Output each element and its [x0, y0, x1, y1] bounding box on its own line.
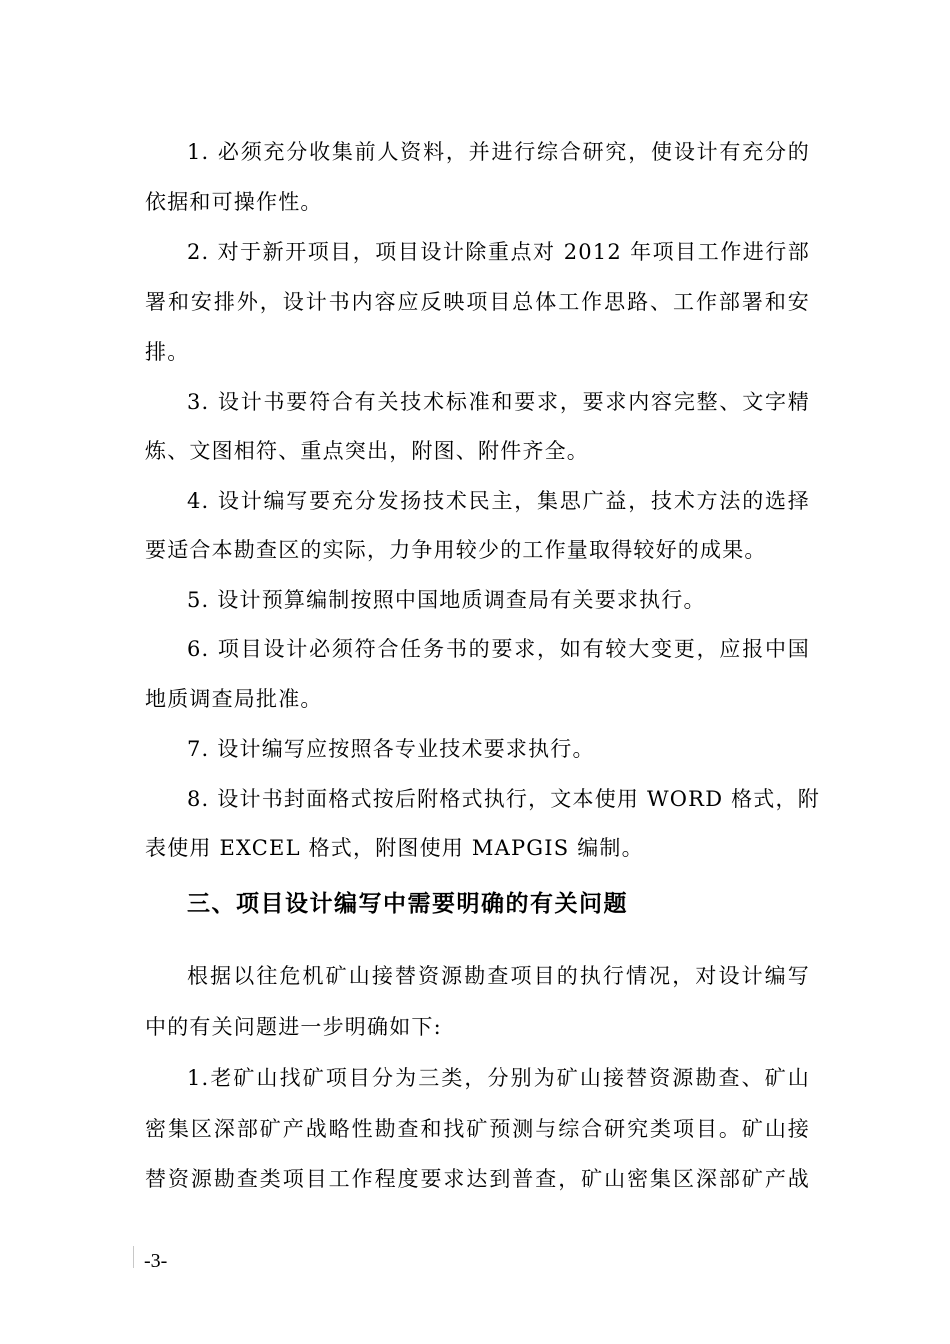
paragraph-7-line-1: 7. 设计编写应按照各专业技术要求执行。	[187, 737, 595, 761]
paragraph-8-line-1: 8. 设计书封面格式按后附格式执行，文本使用 WORD 格式，附	[187, 787, 820, 811]
page-number: -3-	[144, 1250, 168, 1272]
paragraph-8-line-2: 表使用 EXCEL 格式，附图使用 MAPGIS 编制。	[145, 836, 644, 860]
paragraph-4-line-1: 4. 设计编写要充分发扬技术民主，集思广益，技术方法的选择	[187, 489, 810, 513]
paragraph-4-line-2: 要适合本勘查区的实际，力争用较少的工作量取得较好的成果。	[145, 538, 767, 562]
paragraph-6-line-1: 6. 项目设计必须符合任务书的要求，如有较大变更，应报中国	[187, 637, 810, 661]
paragraph-5-line-1: 5. 设计预算编制按照中国地质调查局有关要求执行。	[187, 588, 706, 612]
section-paragraph-1-line-1: 根据以往危机矿山接替资源勘查项目的执行情况，对设计编写	[187, 964, 810, 988]
footer-divider	[133, 1246, 134, 1268]
section-paragraph-2-line-1: 1.老矿山找矿项目分为三类，分别为矿山接替资源勘查、矿山	[187, 1066, 810, 1090]
paragraph-1-line-1: 1. 必须充分收集前人资料，并进行综合研究，使设计有充分的	[187, 140, 810, 164]
paragraph-6-line-2: 地质调查局批准。	[145, 687, 323, 711]
section-paragraph-2-line-2: 密集区深部矿产战略性勘查和找矿预测与综合研究类项目。矿山接	[145, 1117, 810, 1141]
section-paragraph-2-line-3: 替资源勘查类项目工作程度要求达到普查，矿山密集区深部矿产战	[145, 1167, 810, 1191]
paragraph-2-line-3: 排。	[145, 340, 190, 364]
paragraph-1-line-2: 依据和可操作性。	[145, 190, 323, 214]
paragraph-3-line-2: 炼、文图相符、重点突出，附图、附件齐全。	[145, 439, 589, 463]
section-heading: 三、项目设计编写中需要明确的有关问题	[187, 891, 628, 917]
section-paragraph-1-line-2: 中的有关问题进一步明确如下:	[145, 1015, 442, 1039]
paragraph-2-line-1: 2. 对于新开项目，项目设计除重点对 2012 年项目工作进行部	[187, 240, 810, 264]
paragraph-3-line-1: 3. 设计书要符合有关技术标准和要求，要求内容完整、文字精	[187, 390, 810, 414]
paragraph-2-line-2: 署和安排外，设计书内容应反映项目总体工作思路、工作部署和安	[145, 290, 810, 314]
